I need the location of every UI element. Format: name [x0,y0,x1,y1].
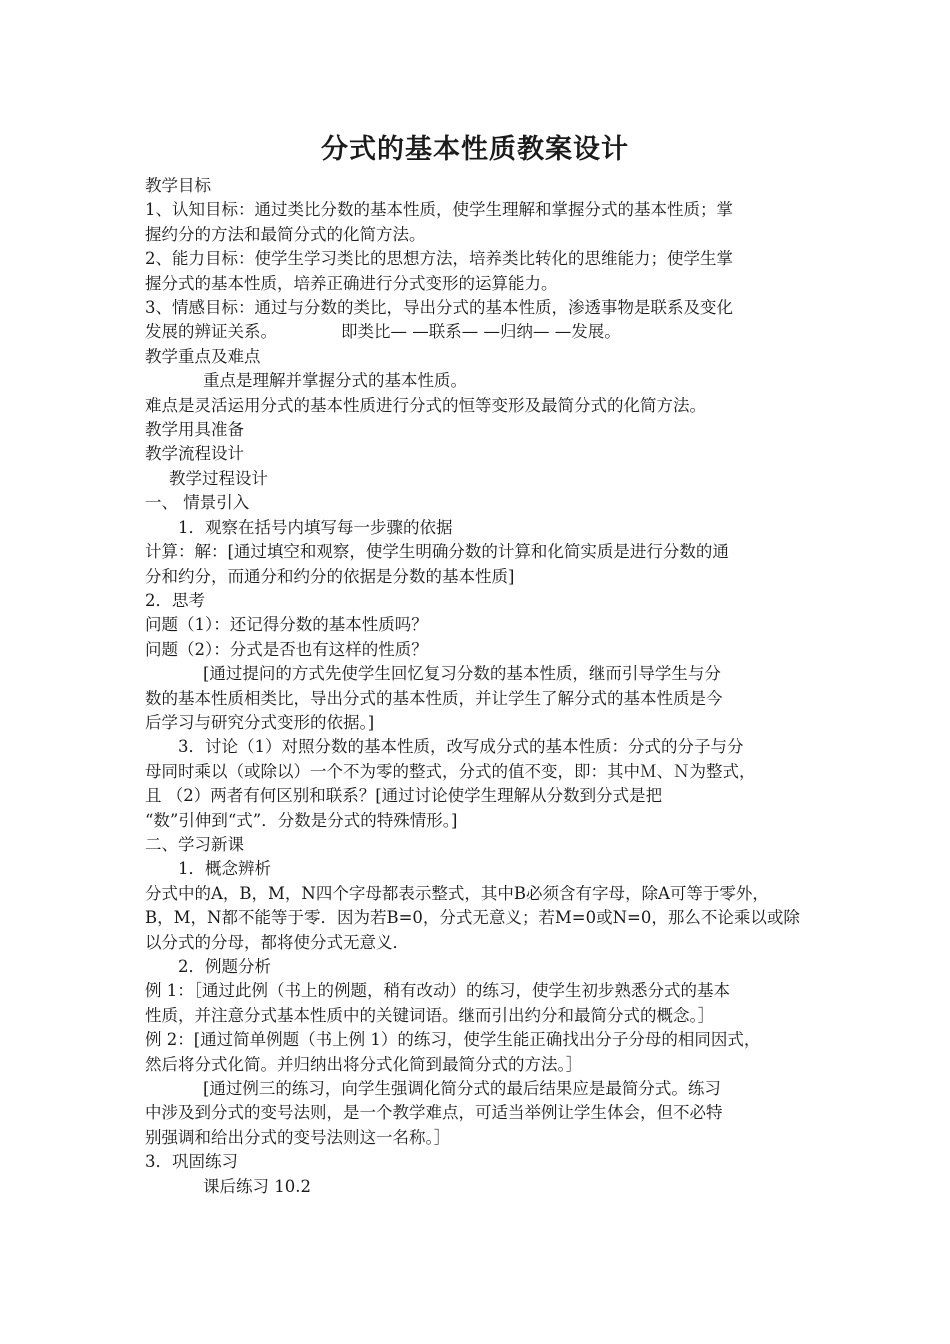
heading-teaching-goals: 教学目标 [145,176,211,195]
paragraph-line: [通过例三的练习，向学生强调化简分式的最后结果应是最简分式。练习 [203,1079,721,1099]
paragraph-line: 中涉及到分式的变号法则，是一个教学难点，可适当举例让学生体会，但不必特 [145,1103,723,1123]
paragraph-line [145,320,815,344]
paragraph-line: 母同时乘以（或除以）一个不为零的整式，分式的值不变，即：其中Ｍ、Ｎ为整式， [145,761,756,781]
question-line: 问题（1）：还记得分数的基本性质吗？ [145,615,428,635]
subheading: 2．思考 [145,590,205,610]
paragraph-line: 以分式的分母，都将使分式无意义． [145,932,409,952]
paragraph-line: 2、能力目标：使学生学习类比的思想方法，培养类比转化的思维能力；使学生掌 [145,249,733,269]
document-body [145,174,815,1199]
paragraph-line: 别强调和给出分式的变号法则这一名称。］ [145,1127,451,1147]
paragraph-line: “数”引伸到“式”．分数是分式的特殊情形。] [145,810,458,830]
paragraph-line: 分式中的A，B，M，N四个字母都表示整式，其中B必须含有字母，除A可等于零外， [145,883,769,903]
paragraph-line: 后学习与研究分式变形的依据。] [145,712,375,732]
paragraph-line: 3．讨论（1）对照分数的基本性质，改写成分式的基本性质：分式的分子与分 [178,737,744,757]
paragraph-tail: 即类比— —联系— —归纳— —发展。 [341,322,621,342]
document-title: 分式的基本性质教案设计 [321,134,629,165]
heading-section-2: 二、学习新课 [145,834,244,854]
paragraph-line: [通过提问的方式先使学生回忆复习分数的基本性质，继而引导学生与分 [203,664,721,684]
paragraph-text: 发展的辨证关系。 [145,322,277,342]
subheading: 2．例题分析 [178,957,271,976]
paragraph-line: 重点是理解并掌握分式的基本性质。 [203,371,467,391]
paragraph-line: B，M，N都不能等于零．因为若B=0，分式无意义；若M=0或N=0，那么不论乘以或除 [145,908,800,928]
subheading: 3．巩固练习 [145,1152,238,1172]
paragraph-line: 握约分的方法和最简分式的化简方法。 [145,224,426,244]
paragraph-line: 3、情感目标：通过与分数的类比，导出分式的基本性质，渗透事物是联系及变化 [145,298,733,318]
paragraph-line: 计算：解：[通过填空和观察，使学生明确分数的计算和化简实质是进行分数的通 [145,542,729,562]
paragraph-line: 握分式的基本性质，培养正确进行分式变形的运算能力。 [145,273,558,293]
heading-flow-design: 教学流程设计 [145,444,244,464]
subheading: 1．概念辨析 [178,859,271,879]
paragraph-line: 难点是灵活运用分式的基本性质进行分式的恒等变形及最简分式的化简方法。 [145,395,706,415]
paragraph-line: 分和约分，而通分和约分的依据是分数的基本性质] [145,566,515,586]
paragraph-line: 数的基本性质相类比，导出分式的基本性质，并让学生了解分式的基本性质是今 [145,688,723,708]
heading-tools: 教学用具准备 [145,420,244,440]
question-line: 问题（2）：分式是否也有这样的性质？ [145,639,428,659]
paragraph-line: 例 2：[通过简单例题（书上例 1）的练习，使学生能正确找出分子分母的相同因式， [145,1030,761,1050]
paragraph-line: 且 （2）两者有何区别和联系？[通过讨论使学生理解从分数到分式是把 [145,786,663,806]
paragraph-line: 性质，并注意分式基本性质中的关键词语。继而引出约分和最简分式的概念。］ [145,1005,715,1025]
heading-section-1: 一、 情景引入 [145,493,250,513]
paragraph-line: 课后练习 10.2 [203,1176,311,1196]
heading-process-design: 教学过程设计 [169,468,268,488]
paragraph-line: 例 1：［通过此例（书上的例题，稍有改动）的练习，使学生初步熟悉分式的基本 [145,981,730,1001]
paragraph-line: 然后将分式化简。并归纳出将分式化简到最简分式的方法。］ [145,1054,583,1074]
heading-key-points: 教学重点及难点 [145,346,261,366]
paragraph-line: 1、认知目标：通过类比分数的基本性质，使学生理解和掌握分式的基本性质；掌 [145,200,733,220]
subheading: 1．观察在括号内填写每一步骤的依据 [178,517,453,537]
